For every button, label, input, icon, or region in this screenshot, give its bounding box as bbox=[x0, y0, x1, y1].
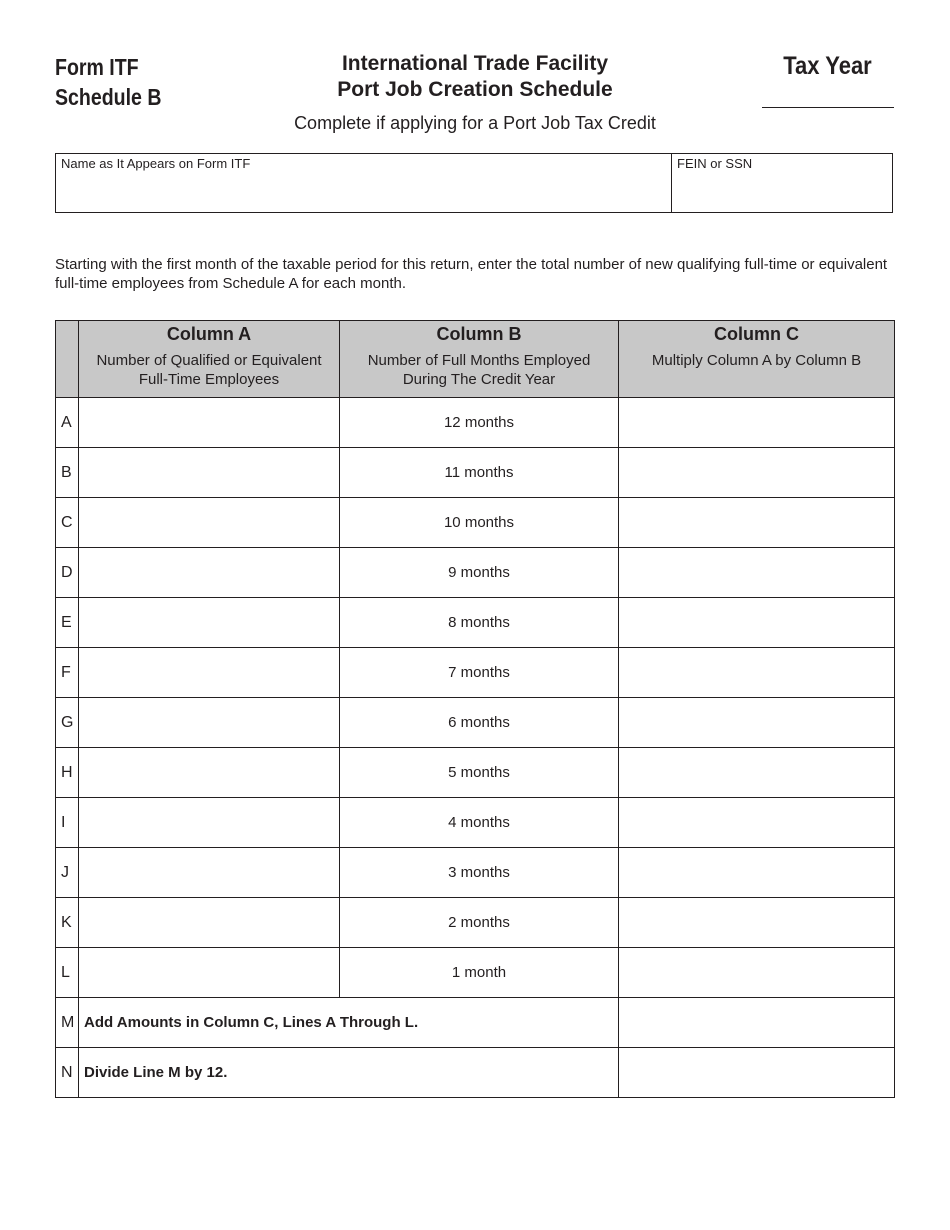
row-letter: L bbox=[56, 948, 79, 998]
row-letter: J bbox=[56, 848, 79, 898]
column-c-input[interactable] bbox=[619, 698, 895, 748]
row-letter: E bbox=[56, 598, 79, 648]
row-letter: A bbox=[56, 398, 79, 448]
row-letter: K bbox=[56, 898, 79, 948]
column-a-input[interactable] bbox=[79, 798, 340, 848]
summary-row-n bbox=[56, 1048, 895, 1098]
months-value: 4 months bbox=[340, 798, 619, 848]
name-field-label: Name as It Appears on Form ITF bbox=[61, 156, 251, 171]
table-row bbox=[56, 898, 895, 948]
column-c-title: Column C bbox=[714, 324, 799, 344]
form-title bbox=[235, 51, 715, 103]
column-c-input[interactable] bbox=[619, 948, 895, 998]
months-value: 5 months bbox=[340, 748, 619, 798]
column-a-header bbox=[79, 321, 340, 398]
column-c-input[interactable] bbox=[619, 498, 895, 548]
months-value: 1 month bbox=[340, 948, 619, 998]
column-a-input[interactable] bbox=[79, 448, 340, 498]
column-c-input[interactable] bbox=[619, 798, 895, 848]
column-a-input[interactable] bbox=[79, 648, 340, 698]
column-b-header bbox=[340, 321, 619, 398]
column-c-input[interactable] bbox=[619, 598, 895, 648]
column-b-desc-line1: Number of Full Months Employed bbox=[367, 352, 591, 369]
months-value: 11 months bbox=[340, 448, 619, 498]
column-a-input[interactable] bbox=[79, 848, 340, 898]
column-a-input[interactable] bbox=[79, 698, 340, 748]
row-letter: B bbox=[56, 448, 79, 498]
column-c-input[interactable] bbox=[619, 848, 895, 898]
column-c-input[interactable] bbox=[619, 448, 895, 498]
column-b-title: Column B bbox=[436, 324, 522, 344]
column-c-desc bbox=[619, 351, 894, 370]
column-a-desc-line1: Number of Qualified or Equivalent bbox=[96, 352, 322, 369]
name-field[interactable] bbox=[56, 154, 672, 212]
column-c-input[interactable] bbox=[619, 548, 895, 598]
tax-year-input[interactable] bbox=[762, 107, 894, 108]
title-line1: International Trade Facility bbox=[341, 52, 609, 75]
taxpayer-id-box bbox=[55, 153, 893, 213]
months-value: 10 months bbox=[340, 498, 619, 548]
table-row bbox=[56, 698, 895, 748]
table-row bbox=[56, 748, 895, 798]
table-row bbox=[56, 948, 895, 998]
row-letter: F bbox=[56, 648, 79, 698]
column-a-input[interactable] bbox=[79, 598, 340, 648]
fein-field-label: FEIN or SSN bbox=[677, 156, 753, 171]
table-row bbox=[56, 498, 895, 548]
column-a-input[interactable] bbox=[79, 898, 340, 948]
form-id-line1: Form ITF bbox=[55, 54, 139, 80]
months-value: 6 months bbox=[340, 698, 619, 748]
form-id-line2: Schedule B bbox=[55, 84, 162, 110]
row-letter: G bbox=[56, 698, 79, 748]
table-row bbox=[56, 598, 895, 648]
column-c-input[interactable] bbox=[619, 748, 895, 798]
column-a-input[interactable] bbox=[79, 498, 340, 548]
column-a-input[interactable] bbox=[79, 948, 340, 998]
instructions-text: Starting with the first month of the taxable period for this return, enter the total number of new qualifying full-time or equivalent full-time employees from Schedule A for each month. bbox=[55, 256, 888, 292]
form-subtitle: Complete if applying for a Port Job Tax Credit bbox=[294, 113, 656, 133]
table-row bbox=[56, 548, 895, 598]
row-letter: C bbox=[56, 498, 79, 548]
column-a-title: Column A bbox=[166, 324, 252, 344]
summary-n-input[interactable] bbox=[619, 1048, 895, 1098]
summary-row-m bbox=[56, 998, 895, 1048]
tax-year-label: Tax Year bbox=[783, 52, 872, 80]
column-b-desc bbox=[340, 351, 618, 389]
job-creation-table bbox=[55, 320, 895, 1098]
summary-m-text: Add Amounts in Column C, Lines A Through L. bbox=[79, 998, 619, 1048]
header-letter-cell bbox=[56, 321, 79, 398]
summary-m-input[interactable] bbox=[619, 998, 895, 1048]
months-value: 9 months bbox=[340, 548, 619, 598]
summary-n-text: Divide Line M by 12. bbox=[79, 1048, 619, 1098]
row-letter: M bbox=[56, 998, 79, 1048]
row-letter: D bbox=[56, 548, 79, 598]
months-value: 2 months bbox=[340, 898, 619, 948]
table-row bbox=[56, 848, 895, 898]
column-c-desc-line1: Multiply Column A by Column B bbox=[651, 352, 862, 369]
column-c-input[interactable] bbox=[619, 398, 895, 448]
column-c-input[interactable] bbox=[619, 648, 895, 698]
column-a-input[interactable] bbox=[79, 548, 340, 598]
months-value: 3 months bbox=[340, 848, 619, 898]
column-c-header bbox=[619, 321, 895, 398]
column-b-desc-line2: During The Credit Year bbox=[402, 371, 556, 388]
row-letter: N bbox=[56, 1048, 79, 1098]
column-a-input[interactable] bbox=[79, 398, 340, 448]
table-row bbox=[56, 798, 895, 848]
title-line2: Port Job Creation Schedule bbox=[337, 78, 613, 101]
row-letter: H bbox=[56, 748, 79, 798]
months-value: 8 months bbox=[340, 598, 619, 648]
months-value: 7 months bbox=[340, 648, 619, 698]
column-c-input[interactable] bbox=[619, 898, 895, 948]
column-a-input[interactable] bbox=[79, 748, 340, 798]
table-row bbox=[56, 448, 895, 498]
table-row bbox=[56, 648, 895, 698]
fein-field[interactable] bbox=[672, 154, 892, 212]
column-a-desc bbox=[79, 351, 339, 389]
table-header-row bbox=[56, 321, 895, 398]
form-identifier bbox=[55, 52, 161, 112]
months-value: 12 months bbox=[340, 398, 619, 448]
table-row bbox=[56, 398, 895, 448]
column-a-desc-line2: Full-Time Employees bbox=[138, 371, 280, 388]
row-letter: I bbox=[56, 798, 79, 848]
